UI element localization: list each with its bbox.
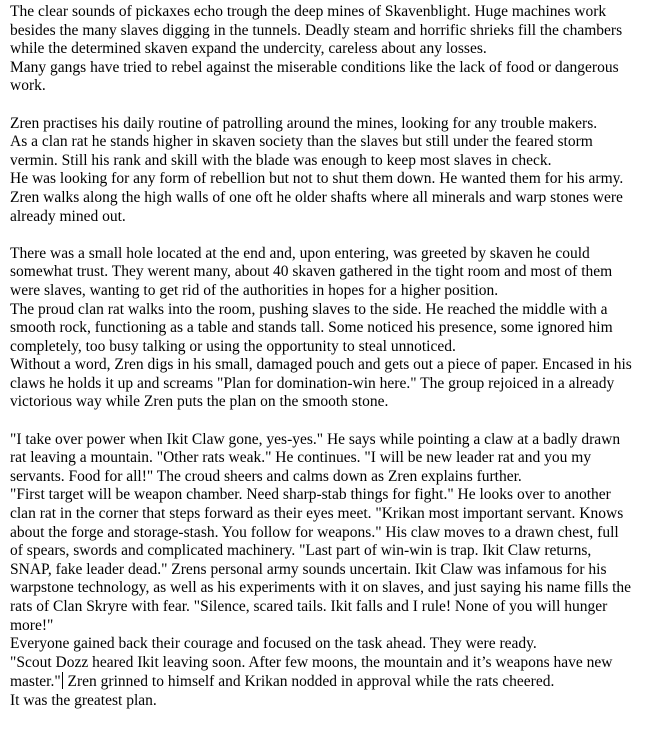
text-line-with-caret	[10, 672, 656, 692]
text-line: victorious way while Zren puts the plan on the smooth stone.	[10, 393, 389, 411]
text-line: somewhat trust. They werent many, about 40 skaven gathered in the tight room and most of them	[10, 263, 613, 281]
text-line: "First target will be weapon chamber. Need sharp-stab things for fight." He looks over to another	[10, 486, 611, 504]
text-line: "Scout Dozz heared Ikit leaving soon. After few moons, the mountain and it’s weapons have new	[10, 653, 613, 671]
paragraph-4	[10, 431, 656, 711]
text-line: while the determined skaven expand the undercity, careless about any losses.	[10, 40, 487, 58]
text-line: work.	[10, 77, 46, 95]
text-line: "I take over power when Ikit Claw gone, yes-yes." He says while pointing a claw at a badly drawn	[10, 430, 621, 448]
paragraph-1	[10, 3, 656, 96]
text-line: warpstone technology, as well as his experiments with it on slaves, and just saying his name fills the	[10, 579, 632, 597]
text-line: servants. Food for all!" The croud sheers and calms down as Zren explains further.	[10, 467, 522, 485]
text-line: were slaves, wanting to get rid of the authorities in hopes for a higher position.	[10, 281, 499, 299]
text-before-caret: master."	[10, 673, 61, 691]
text-line: As a clan rat he stands higher in skaven society than the slaves but still under the feared storm	[10, 133, 593, 151]
text-line: The clear sounds of pickaxes echo trough the deep mines of Skavenblight. Huge machines work	[10, 3, 607, 20]
text-line: claws he holds it up and screams "Plan for domination-win here." The group rejoiced in a already	[10, 374, 615, 392]
text-line: already mined out.	[10, 207, 126, 225]
text-line: It was the greatest plan.	[10, 691, 157, 709]
text-line: SNAP, fake leader dead." Zrens personal army sounds uncertain. Ikit Claw was infamous for his	[10, 560, 607, 578]
text-line: completely, too busy talking or using the opportunity to steal unnoticed.	[10, 337, 456, 355]
text-line: Many gangs have tried to rebel against the miserable conditions like the lack of food or dangerous	[10, 58, 619, 76]
text-line: vermin. Still his rank and skill with the blade was enough to keep most slaves in check.	[10, 151, 552, 169]
text-line: more!"	[10, 616, 54, 634]
text-line: rat leaving a mountain. "Other rats weak." He continues. "I will be new leader rat and you my	[10, 449, 592, 467]
text-cursor	[62, 672, 63, 689]
text-line: besides the many slaves digging in the tunnels. Deadly steam and horrific shrieks fill the chambers	[10, 21, 623, 39]
text-line: The proud clan rat walks into the room, pushing slaves to the side. He reached the middle with a	[10, 300, 608, 318]
paragraph-2	[10, 115, 656, 227]
text-line: Everyone gained back their courage and focused on the task ahead. They were ready.	[10, 635, 537, 653]
text-after-caret: Zren grinned to himself and Krikan nodded in approval while the rats cheered.	[63, 673, 555, 691]
text-line: Without a word, Zren digs in his small, damaged pouch and gets out a piece of paper. Encased in his	[10, 356, 632, 374]
text-line: smooth rock, functioning as a table and stands tall. Some noticed his presence, some ignored him	[10, 319, 613, 337]
text-line: of spears, swords and complicated machinery. "Last part of win-win is trap. Ikit Claw returns,	[10, 542, 592, 560]
text-line: He was looking for any form of rebellion but not to shut them down. He wanted them for his army.	[10, 170, 624, 188]
text-line: rats of Clan Skryre with fear. "Silence, scared tails. Ikit falls and I rule! None of you will hunger	[10, 598, 608, 615]
text-line: There was a small hole located at the end and, upon entering, was greeted by skaven he could	[10, 244, 590, 262]
text-line: Zren walks along the high walls of one oft he older shafts where all minerals and warp stones were	[10, 188, 623, 206]
text-line: about the forge and storage-stash. You follow for weapons." His claw moves to a drawn chest, full	[10, 523, 619, 541]
text-line: Zren practises his daily routine of patrolling around the mines, looking for any trouble makers.	[10, 114, 598, 132]
paragraph-3	[10, 245, 656, 412]
text-line: clan rat in the corner that steps forward as their eyes meet. "Krikan most important servant. Knows	[10, 505, 624, 523]
